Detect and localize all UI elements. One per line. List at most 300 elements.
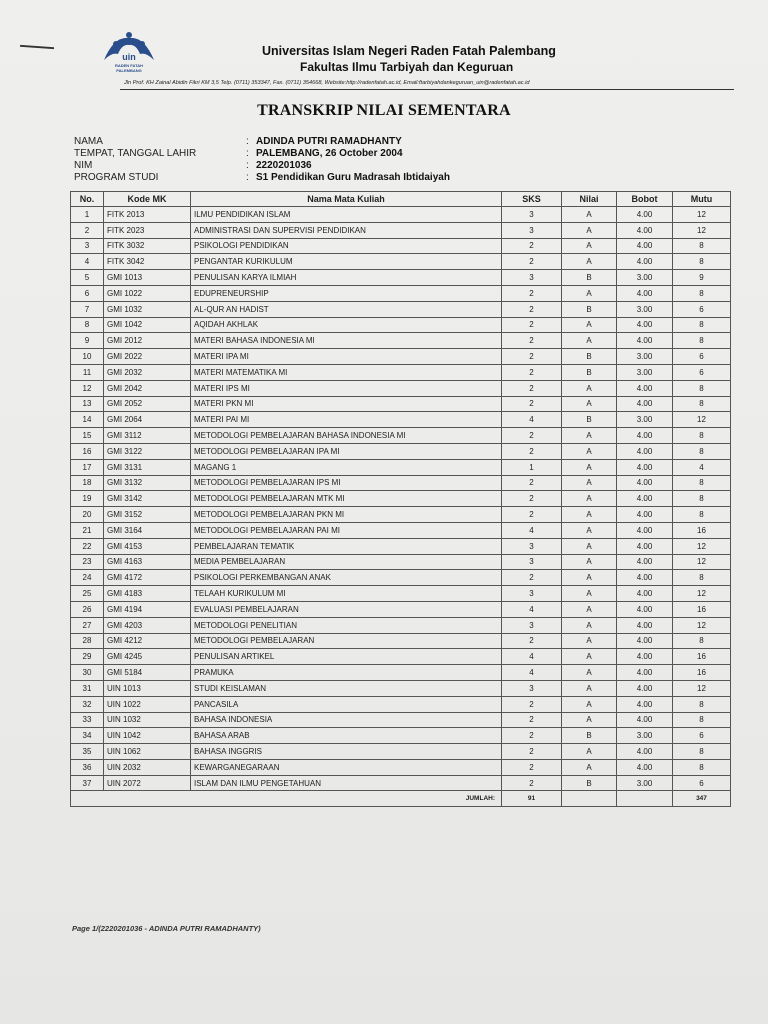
cell-no: 11	[71, 364, 104, 380]
cell-bobot: 3.00	[617, 349, 673, 365]
cell-sks: 2	[502, 396, 562, 412]
cell-mutu: 6	[673, 364, 731, 380]
cell-no: 9	[71, 333, 104, 349]
cell-nilai: A	[562, 254, 617, 270]
info-colon: :	[246, 148, 249, 159]
table-body	[71, 207, 731, 791]
total-sks: 91	[502, 791, 562, 807]
cell-nama: TELAAH KURIKULUM MI	[191, 586, 502, 602]
cell-nama: KEWARGANEGARAAN	[191, 759, 502, 775]
cell-nama: METODOLOGI PEMBELAJARAN MTK MI	[191, 491, 502, 507]
cell-bobot: 4.00	[617, 238, 673, 254]
header-divider	[120, 89, 734, 90]
cell-mutu: 4	[673, 459, 731, 475]
cell-no: 21	[71, 522, 104, 538]
cell-kode: GMI 3112	[104, 428, 191, 444]
cell-kode: GMI 2064	[104, 412, 191, 428]
info-colon: :	[246, 160, 249, 171]
cell-nama: PRAMUKA	[191, 665, 502, 681]
cell-nilai: A	[562, 459, 617, 475]
cell-sks: 3	[502, 222, 562, 238]
cell-bobot: 4.00	[617, 522, 673, 538]
logo-caption: RADEN FATAH PALEMBANG	[114, 63, 144, 73]
cell-kode: UIN 2072	[104, 775, 191, 791]
cell-kode: GMI 3164	[104, 522, 191, 538]
cell-mutu: 8	[673, 380, 731, 396]
cell-mutu: 8	[673, 475, 731, 491]
cell-sks: 2	[502, 696, 562, 712]
cell-sks: 2	[502, 301, 562, 317]
cell-nama: MEDIA PEMBELAJARAN	[191, 554, 502, 570]
cell-sks: 3	[502, 207, 562, 223]
cell-sks: 4	[502, 601, 562, 617]
cell-kode: GMI 3152	[104, 507, 191, 523]
cell-nama: PENULISAN KARYA ILMIAH	[191, 270, 502, 286]
cell-no: 34	[71, 728, 104, 744]
table-row	[71, 270, 731, 286]
cell-bobot: 4.00	[617, 491, 673, 507]
table-row	[71, 665, 731, 681]
cell-nilai: B	[562, 270, 617, 286]
cell-no: 13	[71, 396, 104, 412]
cell-mutu: 8	[673, 333, 731, 349]
cell-no: 28	[71, 633, 104, 649]
cell-nama: BAHASA ARAB	[191, 728, 502, 744]
cell-bobot: 4.00	[617, 285, 673, 301]
cell-mutu: 8	[673, 570, 731, 586]
cell-mutu: 12	[673, 680, 731, 696]
cell-nilai: A	[562, 696, 617, 712]
cell-nama: MATERI BAHASA INDONESIA MI	[191, 333, 502, 349]
cell-no: 33	[71, 712, 104, 728]
cell-bobot: 4.00	[617, 601, 673, 617]
cell-no: 19	[71, 491, 104, 507]
cell-kode: GMI 3131	[104, 459, 191, 475]
cell-no: 30	[71, 665, 104, 681]
cell-nama: PANCASILA	[191, 696, 502, 712]
cell-kode: GMI 4194	[104, 601, 191, 617]
cell-sks: 2	[502, 349, 562, 365]
cell-nama: METODOLOGI PEMBELAJARAN PKN MI	[191, 507, 502, 523]
table-row	[71, 333, 731, 349]
cell-mutu: 8	[673, 759, 731, 775]
cell-mutu: 8	[673, 254, 731, 270]
table-row	[71, 285, 731, 301]
table-row	[71, 443, 731, 459]
info-row-prodi	[74, 172, 450, 184]
table-row	[71, 301, 731, 317]
cell-no: 31	[71, 680, 104, 696]
cell-kode: UIN 1032	[104, 712, 191, 728]
cell-nilai: B	[562, 412, 617, 428]
cell-mutu: 9	[673, 270, 731, 286]
cell-sks: 3	[502, 554, 562, 570]
cell-bobot: 4.00	[617, 428, 673, 444]
cell-mutu: 8	[673, 317, 731, 333]
cell-kode: GMI 4245	[104, 649, 191, 665]
cell-nama: PSIKOLOGI PERKEMBANGAN ANAK	[191, 570, 502, 586]
pen-mark	[20, 45, 54, 49]
table-row	[71, 712, 731, 728]
cell-nama: MATERI IPA MI	[191, 349, 502, 365]
cell-kode: GMI 4163	[104, 554, 191, 570]
cell-mutu: 8	[673, 428, 731, 444]
header-no: No.	[71, 192, 104, 207]
cell-nilai: A	[562, 554, 617, 570]
cell-bobot: 4.00	[617, 443, 673, 459]
cell-no: 15	[71, 428, 104, 444]
cell-nama: AL-QUR AN HADIST	[191, 301, 502, 317]
cell-nilai: A	[562, 207, 617, 223]
cell-kode: UIN 1013	[104, 680, 191, 696]
cell-nama: ADMINISTRASI DAN SUPERVISI PENDIDIKAN	[191, 222, 502, 238]
grades-table	[70, 191, 731, 807]
cell-bobot: 4.00	[617, 617, 673, 633]
cell-nilai: A	[562, 522, 617, 538]
cell-nilai: A	[562, 759, 617, 775]
cell-sks: 3	[502, 680, 562, 696]
cell-sks: 3	[502, 270, 562, 286]
cell-sks: 4	[502, 412, 562, 428]
cell-mutu: 12	[673, 586, 731, 602]
cell-nama: PENULISAN ARTIKEL	[191, 649, 502, 665]
cell-bobot: 3.00	[617, 412, 673, 428]
cell-no: 20	[71, 507, 104, 523]
cell-nama: METODOLOGI PEMBELAJARAN BAHASA INDONESIA MI	[191, 428, 502, 444]
cell-kode: UIN 1062	[104, 744, 191, 760]
cell-nama: ISLAM DAN ILMU PENGETAHUAN	[191, 775, 502, 791]
cell-no: 16	[71, 443, 104, 459]
cell-bobot: 4.00	[617, 633, 673, 649]
total-label: JUMLAH:	[71, 791, 502, 807]
cell-no: 1	[71, 207, 104, 223]
cell-bobot: 4.00	[617, 459, 673, 475]
cell-kode: UIN 1042	[104, 728, 191, 744]
info-row-name	[74, 136, 450, 148]
cell-nama: METODOLOGI PEMBELAJARAN IPS MI	[191, 475, 502, 491]
cell-bobot: 4.00	[617, 696, 673, 712]
cell-sks: 2	[502, 443, 562, 459]
table-row	[71, 238, 731, 254]
cell-mutu: 12	[673, 617, 731, 633]
table-row	[71, 649, 731, 665]
cell-kode: GMI 2022	[104, 349, 191, 365]
cell-nilai: B	[562, 349, 617, 365]
cell-bobot: 4.00	[617, 254, 673, 270]
cell-kode: GMI 4203	[104, 617, 191, 633]
table-row	[71, 586, 731, 602]
cell-nama: MATERI PKN MI	[191, 396, 502, 412]
cell-bobot: 3.00	[617, 301, 673, 317]
cell-mutu: 8	[673, 443, 731, 459]
cell-bobot: 4.00	[617, 712, 673, 728]
cell-nilai: B	[562, 301, 617, 317]
page-footer: Page 1/(2220201036 - ADINDA PUTRI RAMADHANTY)	[72, 924, 261, 933]
cell-no: 3	[71, 238, 104, 254]
header-sks: SKS	[502, 192, 562, 207]
cell-kode: GMI 3142	[104, 491, 191, 507]
info-label: TEMPAT, TANGGAL LAHIR	[74, 148, 197, 159]
cell-bobot: 4.00	[617, 207, 673, 223]
cell-kode: GMI 2052	[104, 396, 191, 412]
cell-no: 29	[71, 649, 104, 665]
cell-nama: ILMU PENDIDIKAN ISLAM	[191, 207, 502, 223]
cell-nilai: A	[562, 680, 617, 696]
cell-no: 2	[71, 222, 104, 238]
cell-no: 26	[71, 601, 104, 617]
table-row	[71, 459, 731, 475]
table-row	[71, 554, 731, 570]
cell-bobot: 4.00	[617, 554, 673, 570]
info-label: NIM	[74, 160, 93, 171]
cell-nilai: A	[562, 538, 617, 554]
cell-nilai: A	[562, 617, 617, 633]
cell-no: 22	[71, 538, 104, 554]
cell-sks: 2	[502, 254, 562, 270]
cell-kode: GMI 4212	[104, 633, 191, 649]
cell-no: 5	[71, 270, 104, 286]
table-row	[71, 396, 731, 412]
cell-nama: PENGANTAR KURIKULUM	[191, 254, 502, 270]
cell-kode: FITK 3032	[104, 238, 191, 254]
cell-bobot: 4.00	[617, 680, 673, 696]
cell-no: 10	[71, 349, 104, 365]
cell-sks: 2	[502, 285, 562, 301]
cell-kode: GMI 1013	[104, 270, 191, 286]
cell-kode: UIN 2032	[104, 759, 191, 775]
cell-no: 14	[71, 412, 104, 428]
cell-nama: EVALUASI PEMBELAJARAN	[191, 601, 502, 617]
table-row	[71, 775, 731, 791]
table-row	[71, 680, 731, 696]
cell-sks: 3	[502, 538, 562, 554]
cell-nama: METODOLOGI PEMBELAJARAN	[191, 633, 502, 649]
cell-no: 8	[71, 317, 104, 333]
cell-nilai: A	[562, 238, 617, 254]
cell-sks: 2	[502, 317, 562, 333]
table-header-row	[71, 192, 731, 207]
table-row	[71, 491, 731, 507]
cell-kode: GMI 2042	[104, 380, 191, 396]
cell-no: 35	[71, 744, 104, 760]
total-nilai-empty	[562, 791, 617, 807]
cell-mutu: 16	[673, 601, 731, 617]
cell-mutu: 8	[673, 507, 731, 523]
cell-kode: GMI 2032	[104, 364, 191, 380]
table-row	[71, 728, 731, 744]
cell-mutu: 8	[673, 238, 731, 254]
cell-mutu: 12	[673, 222, 731, 238]
cell-nama: AQIDAH AKHLAK	[191, 317, 502, 333]
cell-nilai: A	[562, 601, 617, 617]
cell-mutu: 12	[673, 412, 731, 428]
cell-nilai: A	[562, 428, 617, 444]
table-row	[71, 696, 731, 712]
cell-sks: 2	[502, 712, 562, 728]
cell-no: 12	[71, 380, 104, 396]
cell-kode: GMI 2012	[104, 333, 191, 349]
cell-sks: 2	[502, 380, 562, 396]
cell-mutu: 8	[673, 396, 731, 412]
cell-nama: METODOLOGI PENELITIAN	[191, 617, 502, 633]
cell-bobot: 4.00	[617, 507, 673, 523]
cell-kode: GMI 1022	[104, 285, 191, 301]
header-mutu: Mutu	[673, 192, 731, 207]
cell-bobot: 4.00	[617, 222, 673, 238]
cell-nama: METODOLOGI PEMBELAJARAN PAI MI	[191, 522, 502, 538]
cell-bobot: 4.00	[617, 649, 673, 665]
cell-bobot: 4.00	[617, 333, 673, 349]
cell-nama: PEMBELAJARAN TEMATIK	[191, 538, 502, 554]
cell-bobot: 4.00	[617, 759, 673, 775]
cell-nama: METODOLOGI PEMBELAJARAN IPA MI	[191, 443, 502, 459]
cell-bobot: 4.00	[617, 744, 673, 760]
cell-bobot: 4.00	[617, 475, 673, 491]
cell-bobot: 4.00	[617, 665, 673, 681]
cell-sks: 2	[502, 728, 562, 744]
cell-sks: 3	[502, 586, 562, 602]
table-row	[71, 538, 731, 554]
cell-nilai: A	[562, 475, 617, 491]
cell-mutu: 16	[673, 522, 731, 538]
table-row	[71, 759, 731, 775]
cell-nilai: A	[562, 744, 617, 760]
table-row	[71, 633, 731, 649]
student-birth: PALEMBANG, 26 October 2004	[256, 148, 403, 159]
table-row	[71, 601, 731, 617]
cell-mutu: 8	[673, 696, 731, 712]
table-row	[71, 349, 731, 365]
cell-no: 32	[71, 696, 104, 712]
cell-sks: 3	[502, 617, 562, 633]
cell-nilai: A	[562, 285, 617, 301]
cell-nilai: A	[562, 222, 617, 238]
cell-sks: 2	[502, 570, 562, 586]
cell-nilai: A	[562, 665, 617, 681]
cell-kode: GMI 3132	[104, 475, 191, 491]
header-nama: Nama Mata Kuliah	[191, 192, 502, 207]
cell-mutu: 8	[673, 712, 731, 728]
table-row	[71, 380, 731, 396]
cell-sks: 2	[502, 775, 562, 791]
cell-nama: MATERI PAI MI	[191, 412, 502, 428]
cell-mutu: 8	[673, 491, 731, 507]
cell-mutu: 8	[673, 744, 731, 760]
faculty-name: Fakultas Ilmu Tarbiyah dan Keguruan	[300, 60, 514, 74]
cell-kode: GMI 1042	[104, 317, 191, 333]
cell-nilai: A	[562, 586, 617, 602]
table-row	[71, 522, 731, 538]
cell-sks: 4	[502, 522, 562, 538]
info-colon: :	[246, 136, 249, 147]
cell-nilai: A	[562, 491, 617, 507]
student-name: ADINDA PUTRI RAMADHANTY	[256, 136, 402, 147]
cell-nama: STUDI KEISLAMAN	[191, 680, 502, 696]
cell-bobot: 3.00	[617, 270, 673, 286]
cell-nilai: A	[562, 507, 617, 523]
cell-bobot: 4.00	[617, 586, 673, 602]
cell-sks: 4	[502, 665, 562, 681]
cell-kode: GMI 3122	[104, 443, 191, 459]
cell-no: 7	[71, 301, 104, 317]
cell-mutu: 16	[673, 649, 731, 665]
cell-sks: 2	[502, 333, 562, 349]
cell-no: 27	[71, 617, 104, 633]
cell-nama: PSIKOLOGI PENDIDIKAN	[191, 238, 502, 254]
cell-nilai: A	[562, 380, 617, 396]
cell-mutu: 6	[673, 349, 731, 365]
info-row-ttl	[74, 148, 450, 160]
cell-bobot: 4.00	[617, 380, 673, 396]
cell-mutu: 12	[673, 538, 731, 554]
table-row	[71, 254, 731, 270]
cell-bobot: 3.00	[617, 364, 673, 380]
cell-nilai: B	[562, 728, 617, 744]
page-title: TRANSKRIP NILAI SEMENTARA	[257, 102, 511, 119]
cell-sks: 1	[502, 459, 562, 475]
cell-mutu: 6	[673, 775, 731, 791]
header-nilai: Nilai	[562, 192, 617, 207]
cell-bobot: 4.00	[617, 570, 673, 586]
table-row	[71, 428, 731, 444]
cell-mutu: 6	[673, 728, 731, 744]
total-bobot-empty	[617, 791, 673, 807]
student-info	[74, 136, 450, 184]
cell-mutu: 12	[673, 207, 731, 223]
cell-nama: BAHASA INDONESIA	[191, 712, 502, 728]
cell-sks: 2	[502, 759, 562, 775]
cell-sks: 2	[502, 364, 562, 380]
cell-sks: 4	[502, 649, 562, 665]
cell-nama: MATERI IPS MI	[191, 380, 502, 396]
header-kode: Kode MK	[104, 192, 191, 207]
cell-kode: GMI 1032	[104, 301, 191, 317]
total-row	[71, 791, 731, 807]
cell-no: 17	[71, 459, 104, 475]
cell-no: 4	[71, 254, 104, 270]
info-colon: :	[246, 172, 249, 183]
cell-bobot: 4.00	[617, 317, 673, 333]
cell-no: 23	[71, 554, 104, 570]
cell-nilai: A	[562, 317, 617, 333]
cell-sks: 2	[502, 633, 562, 649]
cell-no: 37	[71, 775, 104, 791]
table-row	[71, 744, 731, 760]
cell-no: 6	[71, 285, 104, 301]
cell-kode: FITK 2023	[104, 222, 191, 238]
cell-no: 24	[71, 570, 104, 586]
cell-nilai: A	[562, 649, 617, 665]
cell-bobot: 4.00	[617, 396, 673, 412]
student-program: S1 Pendidikan Guru Madrasah Ibtidaiyah	[256, 172, 450, 183]
cell-kode: GMI 4153	[104, 538, 191, 554]
cell-nilai: A	[562, 633, 617, 649]
cell-sks: 2	[502, 475, 562, 491]
info-label: PROGRAM STUDI	[74, 172, 159, 183]
cell-nilai: A	[562, 396, 617, 412]
table-row	[71, 222, 731, 238]
cell-nilai: A	[562, 333, 617, 349]
cell-nama: MAGANG 1	[191, 459, 502, 475]
cell-kode: FITK 3042	[104, 254, 191, 270]
cell-sks: 2	[502, 428, 562, 444]
table-row	[71, 412, 731, 428]
cell-bobot: 4.00	[617, 538, 673, 554]
cell-sks: 2	[502, 744, 562, 760]
cell-sks: 2	[502, 238, 562, 254]
cell-mutu: 6	[673, 301, 731, 317]
info-row-nim	[74, 160, 450, 172]
